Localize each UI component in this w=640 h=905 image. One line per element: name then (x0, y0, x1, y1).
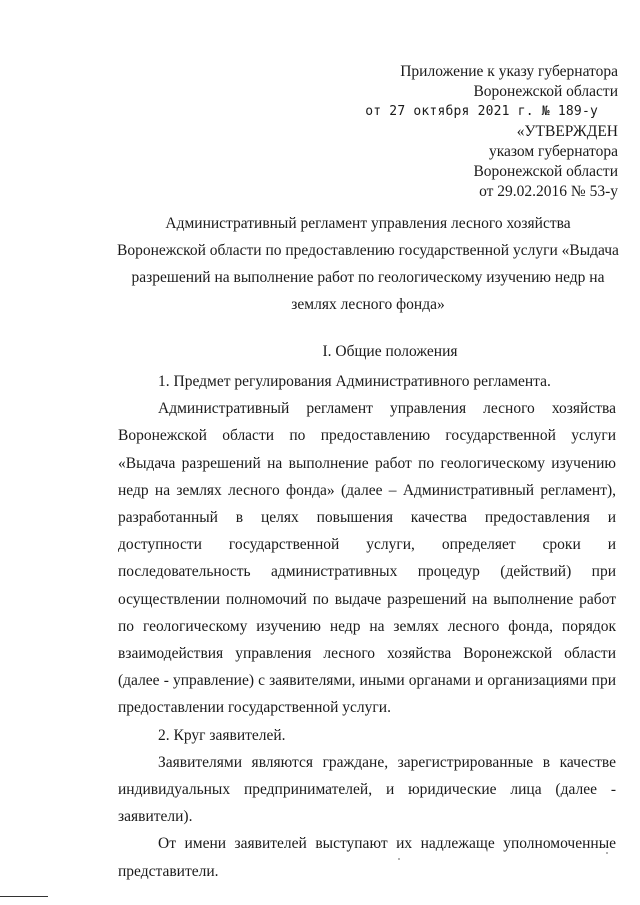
paragraph-applicants-heading: 2. Круг заявителей. (158, 726, 286, 744)
title-line-3: разрешений на выполнение работ по геологическому изучению недр на (131, 269, 605, 286)
header-line-by-decree: указом губернатора (488, 143, 618, 160)
paragraph-applicants: Заявителями являются граждане, зарегистрированные в качестве индивидуальных предпринимателей, и юридические лица (далее - заявители). (118, 753, 616, 826)
title-line-4: землях лесного фонда» (291, 296, 445, 313)
paragraph-representatives: От имени заявителей выступают их надлежаще уполномоченные представители. (118, 835, 616, 880)
title-line-2: Воронежской области по предоставлению государственной услуги «Выдача (117, 242, 619, 259)
header-line-appendix: Приложение к указу губернатора (400, 63, 618, 80)
scan-speck (606, 852, 608, 854)
header-line-region-2: Воронежской области (473, 163, 618, 180)
footer-rule (0, 896, 48, 897)
scan-speck (398, 858, 400, 860)
header-line-original-date: от 29.02.2016 № 53-у (479, 183, 618, 200)
document-title (118, 210, 618, 318)
body-text (118, 368, 616, 885)
header-line-approved: «УТВЕРЖДЕН (516, 123, 618, 140)
approval-header (258, 62, 618, 202)
paragraph-regulation: Административный регламент управления лесного хозяйства Воронежской области по предоставлению государственной услуги «Выдача разрешений на выполнение работ по геологическому изучению недр на землях лесного фонда» (далее – Административный регламент), разработанный в целях повышения качества предоставления и доступности государственной услуги, определяет сроки и последовательность административных процедур (действий) при осуществлении полномочий по выдаче разрешений на выполнение работ по геологическому изучению недр на землях лесного фонда, порядок взаимодействия управления лесного хозяйства Воронежской области (далее - управление) с заявителями, иными органами и организациями при предоставлении государственной услуги. (118, 400, 616, 717)
title-line-1: Административный регламент управления лесного хозяйства (165, 215, 571, 232)
paragraph-subject: 1. Предмет регулирования Административного регламента. (158, 373, 551, 390)
header-line-decree-date: от 27 октября 2021 г. № 189-у (365, 104, 598, 119)
header-line-region: Воронежской области (473, 83, 618, 100)
section-heading: I. Общие положения (322, 343, 458, 360)
